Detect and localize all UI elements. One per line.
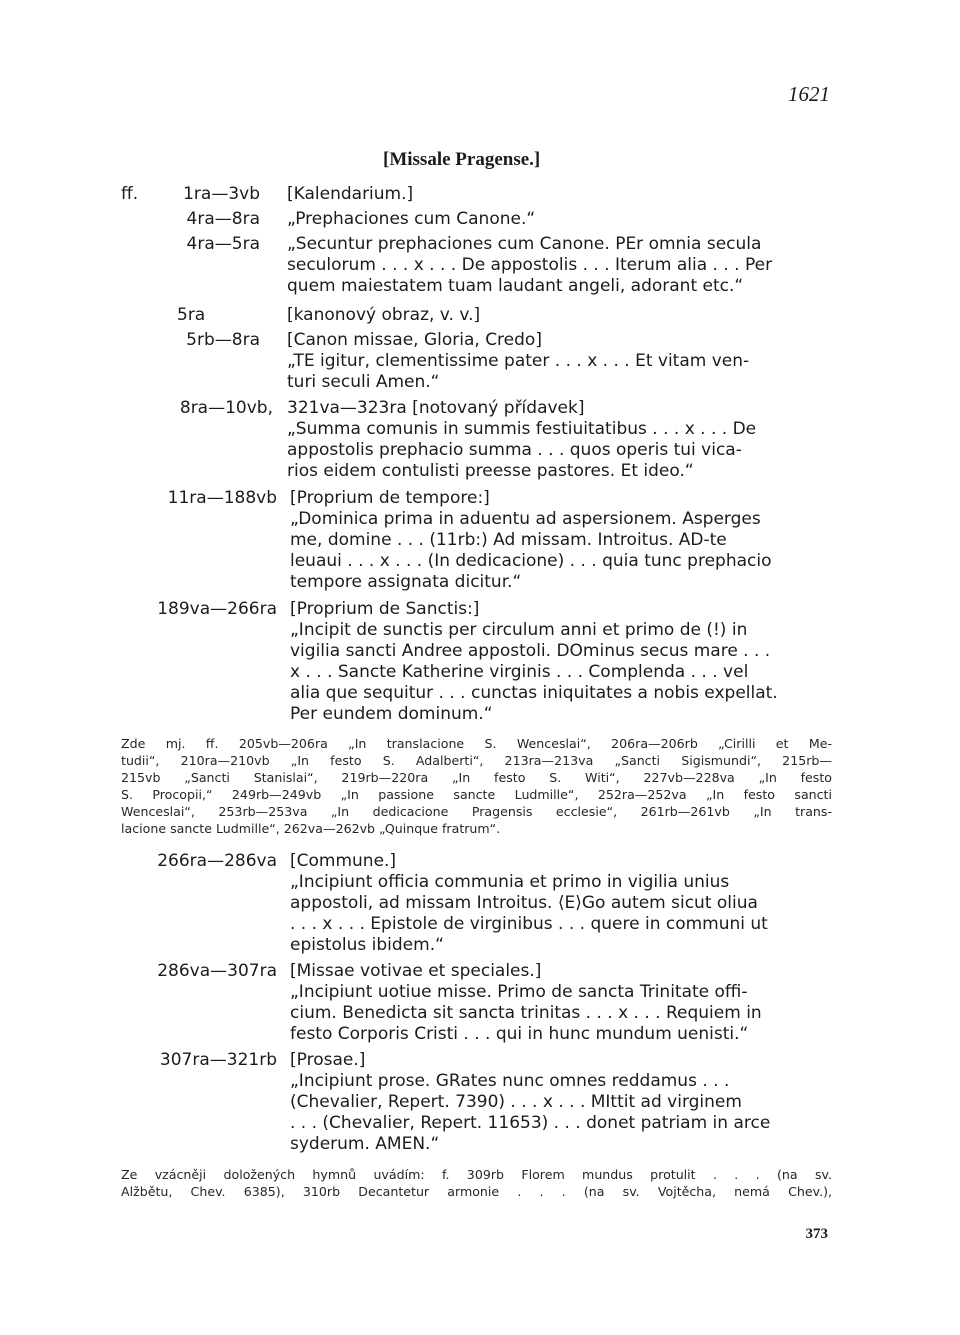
entry-text: [290, 488, 772, 593]
entry-line: appostolis prephacio summa . . . quos operis tui vica-: [287, 440, 742, 460]
entry-text: [290, 599, 778, 725]
note-line: Zde mj. ff. 205vb—206ra „In translacione S. Wenceslai“, 206ra—206rb „Cirilli et Me-: [121, 736, 832, 751]
page-number-header: 1621: [788, 82, 830, 106]
entry-text: [287, 234, 772, 297]
folio-range: 11ra—188vb: [167, 488, 277, 508]
entry-line: „Incipiunt uotiue misse. Primo de sancta Trinitate offi-: [290, 982, 748, 1002]
entry-line: tempore assignata dicitur.“: [290, 572, 522, 592]
entry-line: alia que sequitur . . . cunctas iniquitates a nobis expellat.: [290, 683, 778, 703]
folio-range: 8ra—10vb,: [179, 398, 273, 418]
note-line: lacione sancte Ludmille“, 262va—262vb „Quinque fratrum“.: [121, 821, 501, 836]
folio-label: ff.: [121, 184, 139, 204]
entry-line: x . . . Sancte Katherine virginis . . . Complenda . . . vel: [290, 662, 749, 682]
note-line: Ze vzácněji doložených hymnů uvádím: f. 309rb Florem mundus protulit . . . (na sv.: [121, 1167, 832, 1182]
entry-line: Per eundem dominum.“: [290, 704, 493, 724]
entry-line: me, domine . . . (11rb:) Ad missam. Introitus. AD-te: [290, 530, 727, 550]
entry-line: (Chevalier, Repert. 7390) . . . x . . . MIttit ad virginem: [290, 1092, 742, 1112]
entry-line: leuaui . . . x . . . (In dedicacione) . . . quia tunc prephacio: [290, 551, 772, 571]
entry-line: . . . (Chevalier, Repert. 11653) . . . donet patriam in arce: [290, 1113, 771, 1133]
entry-line: „Incipiunt prose. GRates nunc omnes reddamus . . .: [290, 1071, 730, 1091]
folio-range: 266ra—286va: [157, 851, 277, 871]
entry-line: „Secuntur prephaciones cum Canone. PEr omnia secula: [287, 234, 762, 254]
entry-line: vigilia sancti Andree appostoli. DOminus secus mare . . .: [290, 641, 771, 661]
folio-range: 189va—266ra: [157, 599, 277, 619]
folio-range: 4ra—5ra: [186, 234, 260, 254]
entry-line: festo Corporis Cristi . . . qui in hunc mundum uenisti.“: [290, 1024, 749, 1044]
entry-text: [287, 398, 756, 482]
entry-line: „Prephaciones cum Canone.“: [287, 209, 536, 229]
entry-line: rios eidem contulisti preesse pastores. Et ideo.“: [287, 461, 694, 481]
note-line: Alžbětu, Chev. 6385), 310rb Decantetur armonie . . . (na sv. Vojtěcha, nemá Chev.),: [121, 1184, 832, 1199]
entry-text: [287, 305, 480, 326]
entry-line: . . . x . . . Epistole de virginibus . . . quere in communi ut: [290, 914, 768, 934]
note-line: tudii“, 210ra—210vb „In festo S. Adalberti“, 213ra—213va „Sancti Sigismundi“, 215rb—: [121, 753, 832, 768]
footnote-feasts: [121, 735, 832, 837]
entry-line: „Incipit de sunctis per circulum anni et primo de (!) in: [290, 620, 748, 640]
entry-text: [290, 851, 768, 956]
entry-line: seculorum . . . x . . . De appostolis . . . Iterum alia . . . Per: [287, 255, 773, 275]
entry-text: [287, 209, 535, 230]
footnote-hymns: [121, 1166, 832, 1200]
folio-range: 1ra—3vb: [183, 184, 260, 204]
document-title: [Missale Pragense.]: [383, 149, 541, 170]
note-line: S. Procopii,“ 249rb—249vb „In passione sancte Ludmille“, 252ra—252va „In festo sancti: [121, 787, 832, 802]
entry-line: turi seculi Amen.“: [287, 372, 440, 392]
entry-text: [290, 961, 762, 1045]
entry-text: [290, 1050, 770, 1155]
page-number-footer: 373: [805, 1226, 828, 1242]
entry-line: [Missae votivae et speciales.]: [290, 961, 542, 981]
entry-line: [Kalendarium.]: [287, 184, 414, 204]
folio-range: 4ra—8ra: [186, 209, 260, 229]
entry-line: [Proprium de Sanctis:]: [290, 599, 480, 619]
entry-line: cium. Benedicta sit sancta trinitas . . . x . . . Requiem in: [290, 1003, 762, 1023]
folio-range: 5ra: [177, 305, 206, 325]
entry-line: [Canon missae, Gloria, Credo]: [287, 330, 542, 350]
entry-line: [Prosae.]: [290, 1050, 366, 1070]
entry-line: syderum. AMEN.“: [290, 1134, 440, 1154]
entry-text: [287, 330, 749, 393]
entry-line: quem maiestatem tuam laudant angeli, adorant etc.“: [287, 276, 744, 296]
folio-range: 5rb—8ra: [186, 330, 260, 350]
entry-line: 321va—323ra [notovaný přídavek]: [287, 398, 585, 418]
folio-range: 307ra—321rb: [159, 1050, 277, 1070]
entry-line: [Commune.]: [290, 851, 397, 871]
entry-line: „Dominica prima in aduentu ad aspersionem. Asperges: [290, 509, 761, 529]
entry-line: „Incipiunt officia communia et primo in vigilia unius: [290, 872, 730, 892]
entry-line: [Proprium de tempore:]: [290, 488, 490, 508]
entry-line: „Summa comunis in summis festiuitatibus . . . x . . . De: [287, 419, 757, 439]
folio-range: 286va—307ra: [157, 961, 277, 981]
entry-line: „TE igitur, clementissime pater . . . x . . . Et vitam ven-: [287, 351, 750, 371]
entry-line: [kanonový obraz, v. v.]: [287, 305, 481, 325]
entry-line: epistolus ibidem.“: [290, 935, 444, 955]
entry-line: appostoli, ad missam Introitus. ⟨E⟩Go autem sicut oliua: [290, 893, 758, 913]
note-line: 215vb „Sancti Stanislai“, 219rb—220ra „In festo S. Witi“, 227vb—228va „In festo: [121, 770, 832, 785]
note-line: Wenceslai“, 253rb—253va „In dedicacione Pragensis ecclesie“, 261rb—261vb „In trans-: [121, 804, 832, 819]
entry-text: [287, 184, 413, 205]
